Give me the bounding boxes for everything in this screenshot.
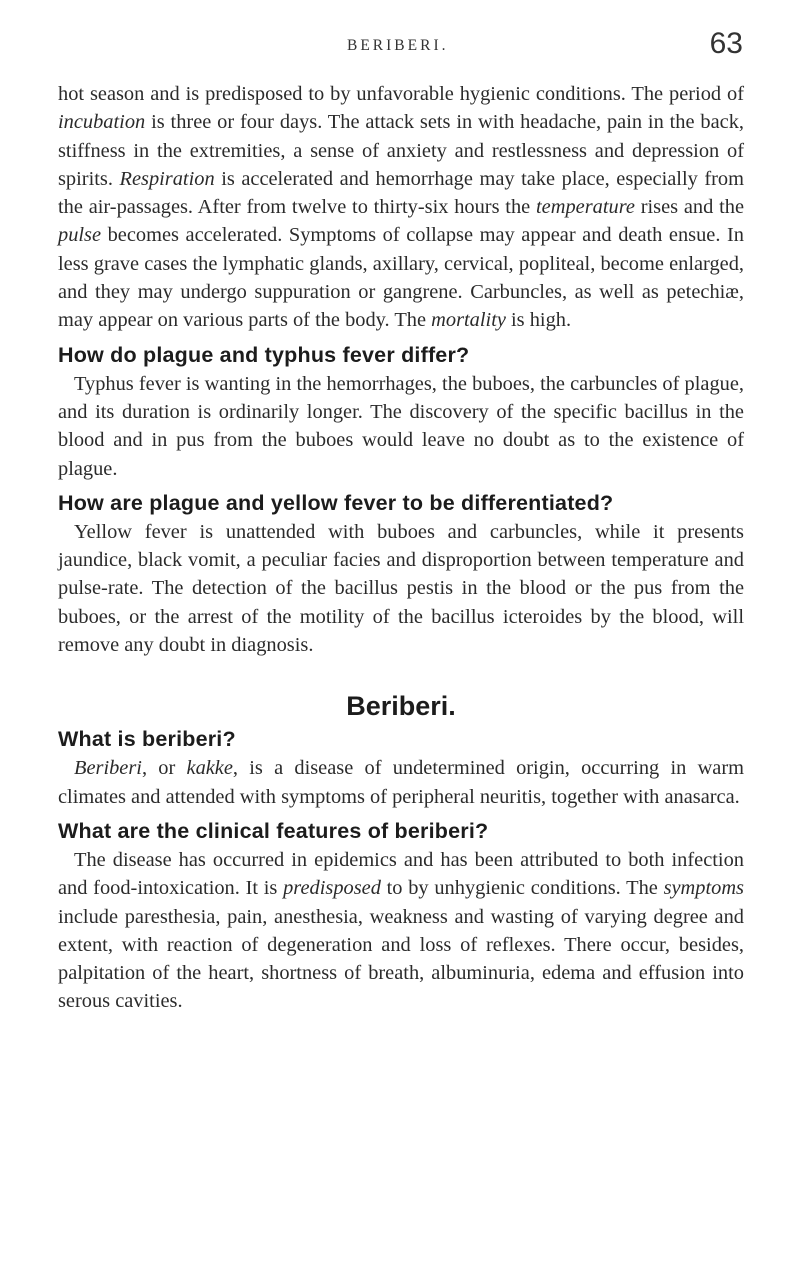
- running-title: BERIBERI.: [347, 37, 449, 54]
- section-heading-beriberi: Beriberi.: [346, 691, 456, 722]
- page-body: [58, 80, 744, 1016]
- question-plague-typhus: How do plague and typhus fever differ?: [58, 342, 470, 367]
- paragraph-plague-symptoms: hot season and is predisposed to by unfavorable hygienic conditions. The period of incubation is three or four days. The attack sets in with headache, pain in the back, stiffness in the extremities, a sense of anxiety and restlessness and depression of spirits. Respiration is accelerated and hemorrhage may take place, especially from the air-passages. After from twelve to thirty-six hours the temperature rises and the pulse becomes accelerated. Symptoms of collapse may appear and death ensue. In less grave cases the lymphatic glands, axillary, cervical, popliteal, become enlarged, and they may undergo suppuration or gangrene. Carbuncles, as well as petechiæ, may appear on various parts of the body. The mortality is high.: [58, 83, 744, 332]
- question-plague-yellow-fever: How are plague and yellow fever to be differentiated?: [58, 490, 614, 515]
- answer-plague-typhus: Typhus fever is wanting in the hemorrhages, the buboes, the carbuncles of plague, and its duration is ordinarily longer. The discovery of the specific bacillus in the blood and in pus from the buboes would leave no doubt as to the existence of plague.: [58, 372, 744, 480]
- answer-what-is-beriberi: Beriberi, or kakke, is a disease of undetermined origin, occurring in warm climates and attended with symptoms of peripheral neuritis, together with anasarca.: [58, 757, 744, 808]
- page-number: 63: [709, 27, 743, 60]
- answer-plague-yellow-fever: Yellow fever is unattended with buboes and carbuncles, while it presents jaundice, black vomit, a peculiar facies and disproportion between temperature and pulse-rate. The detection of the bacillus pestis in the blood or the pus from the buboes, or the arrest of the motility of the bacillus icteroides by the blood, will remove any doubt in diagnosis.: [58, 520, 744, 657]
- question-what-is-beriberi: What is beriberi?: [58, 727, 236, 752]
- question-beriberi-clinical-features: What are the clinical features of beriberi?: [58, 818, 489, 843]
- running-header: [0, 27, 801, 67]
- answer-beriberi-clinical-features: The disease has occurred in epidemics and has been attributed to both infection and food-intoxication. It is predisposed to by unhygienic conditions. The symptoms include paresthesia, pain, anesthesia, weakness and wasting of varying degree and extent, with reaction of degeneration and loss of reflexes. There occur, besides, palpitation of the heart, shortness of breath, albuminuria, edema and effusion into serous cavities.: [58, 848, 744, 1013]
